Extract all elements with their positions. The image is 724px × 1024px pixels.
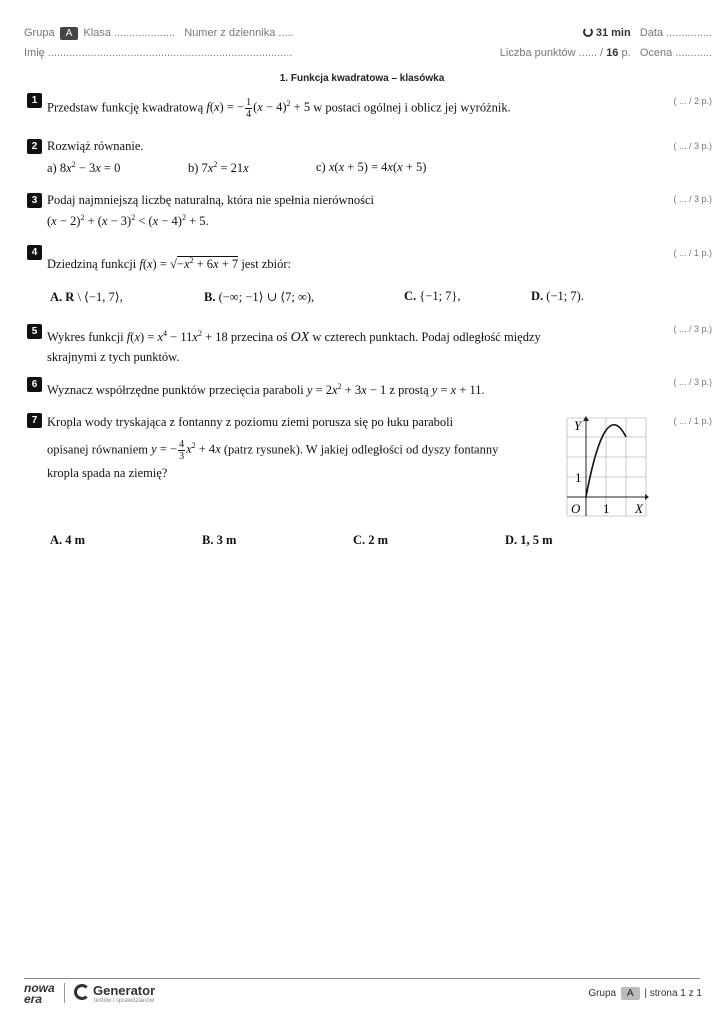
option-a-label: A. [50, 290, 63, 304]
task-4-option-a[interactable]: A. R \ ⟨−1, 7⟩, [50, 290, 123, 304]
task-4-option-d[interactable]: D. (−1; 7). [531, 289, 584, 303]
x-axis-label: X [635, 501, 643, 516]
logo-era: era [24, 992, 43, 1006]
task-6-text-b: z prostą [389, 383, 429, 398]
task-1-text-a: Przedstaw funkcję kwadratową [47, 100, 204, 115]
grade-field: Ocena ............ [639, 47, 712, 59]
task-6-parabola: $y = 2x^2 + 3x - 1$ [306, 382, 387, 398]
y-axis-arrow [583, 416, 589, 421]
task-7-formula: y = − $\frac{4}{3}$ $x^2 + 4x$ [151, 439, 221, 462]
clock-icon [583, 27, 593, 37]
task-1-formula: f(x) = − $\frac{1}{4}$ $(x - 4)^2 + 5$ [206, 97, 311, 120]
group-label: Grupa [24, 27, 55, 39]
task-3-points: ( ... / 3 p.) [673, 194, 712, 204]
points-grade-row [500, 47, 712, 59]
generator-subtitle: testów i sprawdzianów [94, 997, 155, 1004]
points-suffix: p. [621, 47, 631, 59]
date-field: Data ............... [639, 27, 712, 39]
origin-label: O [571, 501, 581, 516]
task-2-text: Rozwiąż równanie. [47, 139, 144, 153]
task-2-part-b-label: b) [188, 161, 199, 176]
task-number-3: 3 [27, 193, 42, 208]
task-7-option-b[interactable]: B. 3 m [202, 533, 237, 547]
option-d-label: D. [531, 289, 544, 303]
generator-text: Generator [93, 983, 156, 998]
footer-group-label: Grupa [588, 988, 617, 999]
task-number-4: 4 [27, 245, 42, 260]
task-2-part-a: a) $8x^2 - 3x = 0$ [47, 160, 121, 176]
task-4-option-b[interactable]: B. (−∞; −1⟩ ∪ ⟨7; ∞), [204, 290, 315, 304]
task-5-points: ( ... / 3 p.) [673, 324, 712, 334]
task-number-6: 6 [27, 377, 42, 392]
task-5-text: Wykres funkcji $f(x) = x^4 - 11x^2 + 18$ przecina oś OX w czterech punktach. Podaj odległość między [47, 329, 541, 346]
task-2-part-b: b) $7x^2 = 21x$ [188, 160, 249, 176]
logo-nowa: nowa [24, 981, 55, 995]
points-total: 16 [606, 47, 619, 59]
nowa-era-logo [24, 983, 55, 1005]
task-1-text [47, 97, 511, 120]
task-7-line2b: (patrz rysunek). W jakiej odległości od dyszy fontanny [223, 442, 499, 457]
task-3-text: Podaj najmniejszą liczbę naturalną, która nie spełnia nierówności [47, 193, 374, 207]
class-field: Klasa .................... [83, 27, 176, 39]
group-badge: A [60, 27, 79, 40]
footer-divider [24, 978, 700, 979]
task-6-points: ( ... / 3 p.) [673, 377, 712, 387]
parabola-graph [565, 416, 649, 518]
name-field: Imię ................................................................................ [24, 47, 293, 59]
option-c-label: C. [404, 289, 417, 303]
task-number-2: 2 [27, 139, 42, 154]
footer-group-badge: A [621, 987, 640, 1000]
task-4-option-c[interactable]: C. {−1; 7}, [404, 289, 461, 303]
task-7-option-a[interactable]: A. 4 m [50, 533, 86, 547]
generator-icon [74, 984, 90, 1000]
y-tick-label: 1 [575, 470, 582, 485]
points-label: Liczba punktów ...... / [499, 47, 604, 59]
y-axis-label: Y [574, 418, 582, 433]
diary-number-field: Numer z dziennika ..... [184, 27, 294, 39]
generator-logo [74, 983, 155, 1004]
task-2-part-c: c) x(x + 5) = 4x(x + 5) [316, 160, 427, 174]
task-6-line: y = x + 11. [431, 383, 485, 398]
task-5-text-a: Wykres funkcji [47, 330, 124, 345]
task-4-formula: $f(x) = √-x^2 + 6x + 7$ [139, 256, 239, 272]
task-7-line1: Kropla wody tryskająca z fontanny z poziomu ziemi porusza się po łuku paraboli [47, 415, 454, 429]
task-7-line3: kropla spada na ziemię? [47, 466, 168, 480]
task-2-part-c-label: c) [316, 160, 326, 174]
page-number: | strona 1 z 1 [644, 988, 702, 999]
task-1-text-b: w postaci ogólnej i oblicz jej wyróżnik. [313, 100, 511, 115]
page-title: 1. Funkcja kwadratowa – klasówka [279, 73, 445, 84]
task-4-text [47, 256, 291, 272]
page-info [588, 987, 702, 1000]
task-2-part-a-label: a) [47, 161, 57, 176]
task-1-points: ( ... / 2 p.) [673, 96, 712, 106]
x-tick-label: 1 [603, 501, 610, 516]
task-number-1: 1 [27, 93, 42, 108]
task-6-text-a: Wyznacz współrzędne punktów przecięcia paraboli [47, 383, 304, 398]
task-5-text-c: w czterech punktach. Podaj odległość między [312, 330, 541, 345]
task-3-formula: $(x - 2)^2 + (x - 3)^2 < (x - 4)^2 + 5$. [47, 213, 209, 229]
task-7-points: ( ... / 1 p.) [673, 416, 712, 426]
task-7-option-c[interactable]: C. 2 m [353, 533, 389, 547]
task-4-text-a: Dziedziną funkcji [47, 257, 137, 272]
task-7-line2 [47, 439, 498, 462]
task-7-line2a: opisanej równaniem [47, 442, 149, 457]
option-b-label: B. [204, 290, 216, 304]
x-axis-arrow [645, 494, 649, 500]
task-number-7: 7 [27, 413, 42, 428]
task-6-text [47, 382, 485, 398]
task-7-option-d[interactable]: D. 1, 5 m [505, 533, 553, 547]
group-field [24, 27, 294, 40]
time-value: 31 min [595, 27, 631, 39]
task-4-text-b: jest zbiór: [241, 257, 291, 272]
task-5-formula: $f(x) = x^4 - 11x^2 + 18$ [126, 329, 228, 345]
task-5-text-b: przecina oś [230, 330, 288, 345]
task-2-points: ( ... / 3 p.) [673, 141, 712, 151]
logo-divider [64, 983, 65, 1003]
time-date-row [583, 27, 712, 39]
task-number-5: 5 [27, 324, 42, 339]
task-5-text-d: skrajnymi z tych punktów. [47, 350, 180, 364]
task-4-points: ( ... / 1 p.) [673, 248, 712, 258]
